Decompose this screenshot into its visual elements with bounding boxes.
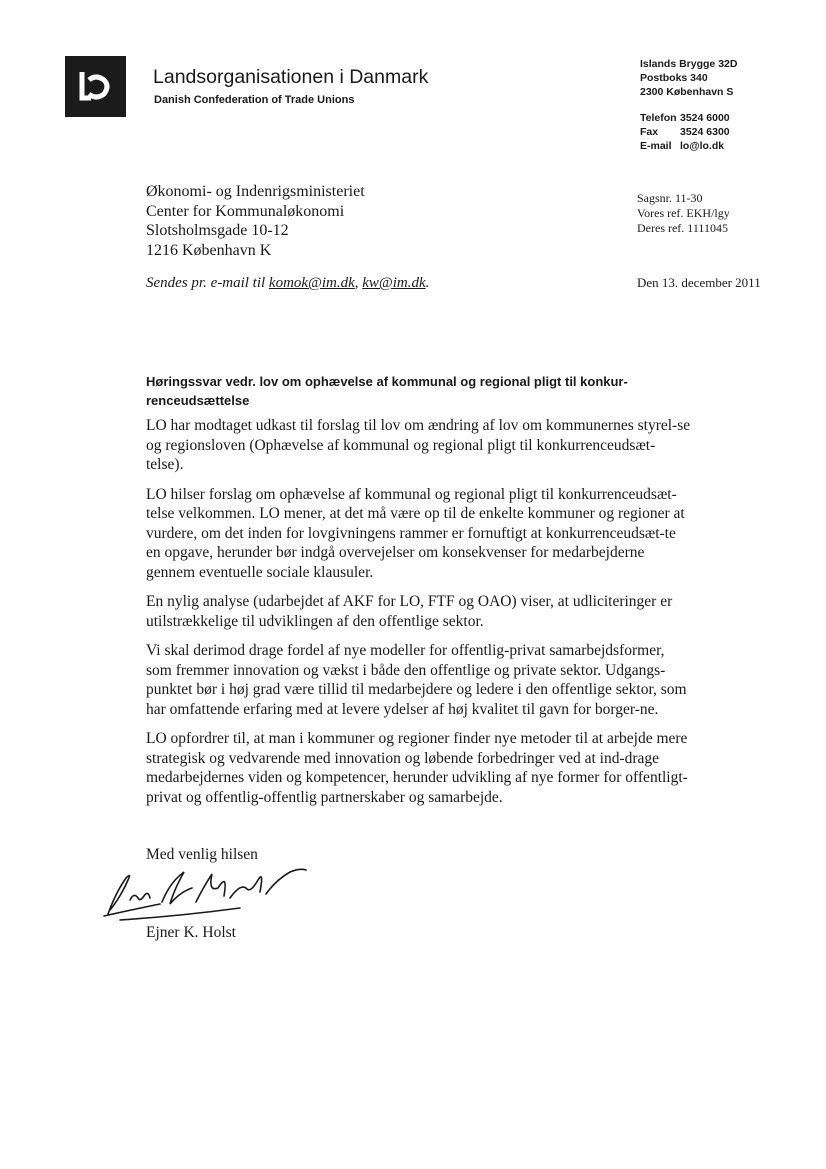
recipient-address (146, 182, 365, 260)
org-name: Landsorganisationen i Danmark (153, 66, 429, 88)
address-line: Islands Brygge 32D (640, 58, 738, 70)
recipient-line: 1216 København K (146, 241, 272, 259)
case-number: Sagsnr. 11-30 (637, 191, 703, 205)
letter-date: Den 13. december 2011 (637, 275, 761, 290)
lo-logo (65, 56, 126, 117)
letter-body (146, 416, 692, 817)
address-line: Postboks 340 (640, 72, 708, 84)
email-link-kw[interactable]: kw@im.dk (362, 275, 426, 291)
letter-subject: Høringssvar vedr. lov om ophævelse af kommunal og regional pligt til konkur-renceudsættelse (146, 374, 628, 408)
signer-name: Ejner K. Holst (146, 924, 236, 941)
contact-fax (640, 125, 737, 139)
contact-phone (640, 111, 737, 125)
body-paragraph: LO har modtaget udkast til forslag til lov om ændring af lov om kommunernes styrel-se og regionsloven (Ophævelse af kommunal og regional pligt til konkurrenceudsæt-telse). (146, 417, 691, 473)
body-paragraph: LO hilser forslag om ophævelse af kommunal og regional pligt til konkurrenceudsæt-telse velkommen. LO mener, at det må være op til de enkelte kommuner og regioner at vurdere, om det inden for lovgivningens rammer er fornuftigt at konkurrenceudsæt-te en opgave, herunder bør indgå overvejelser om konsekvenser for medarbejderne gennem eventuelle sociale klausuler. (146, 485, 685, 581)
contact-label: Fax (640, 126, 659, 138)
contact-value: lo@lo.dk (680, 140, 725, 152)
case-reference (637, 191, 730, 236)
send-note-prefix: Sendes pr. e-mail til (146, 275, 269, 291)
contact-email (640, 139, 737, 153)
handwritten-signature (100, 858, 320, 930)
recipient-line: Slotsholmsgade 10-12 (146, 222, 289, 239)
send-note-suffix: . (425, 275, 430, 291)
body-paragraph: LO opfordrer til, at man i kommuner og regioner finder nye metoder til at arbejde mere strategisk og vedvarende med innovation og løbende forbedringer ved at ind-drage medarbejdernes viden og kompetencer, herunder udvikling af nye former for offentligt-privat og offentlig-offentlig partnerskaber og samarbejde. (146, 730, 688, 806)
your-reference: Deres ref. 1111045 (637, 221, 728, 235)
signature-icon (100, 858, 320, 930)
lo-logo-icon (65, 56, 126, 117)
recipient-line: Økonomi- og Indenrigsministeriet (146, 183, 365, 200)
sender-contact-block (640, 57, 737, 153)
contact-value: 3524 6300 (680, 126, 730, 138)
contact-label: E-mail (640, 140, 672, 152)
send-note-separator: , (354, 275, 363, 291)
body-paragraph: Vi skal derimod drage fordel af nye modeller for offentlig-privat samarbejdsformer, som fremmer innovation og vækst i både den offentlige og private sektor. Udgangs-punktet bør i høj grad være tillid til medarbejdere og ledere i den offentlige sektor, som har omfattende erfaring med at levere ydelser af høj kvalitet til gavn for borger-ne. (146, 642, 687, 718)
org-subtitle: Danish Confederation of Trade Unions (154, 94, 355, 106)
recipient-line: Center for Kommunaløkonomi (146, 202, 345, 220)
contact-label: Telefon (640, 112, 677, 124)
address-line: 2300 København S (640, 86, 734, 98)
closing-greeting: Med venlig hilsen (146, 846, 258, 863)
email-link-komok[interactable]: komok@im.dk (268, 275, 355, 291)
body-paragraph: En nylig analyse (udarbejdet af AKF for LO, FTF og OAO) viser, at udliciteringer er utilstrækkelige til udviklingen af den offentlige sektor. (146, 593, 673, 630)
send-note (146, 275, 429, 292)
contact-value: 3524 6000 (680, 112, 730, 124)
our-reference: Vores ref. EKH/lgy (637, 206, 730, 220)
